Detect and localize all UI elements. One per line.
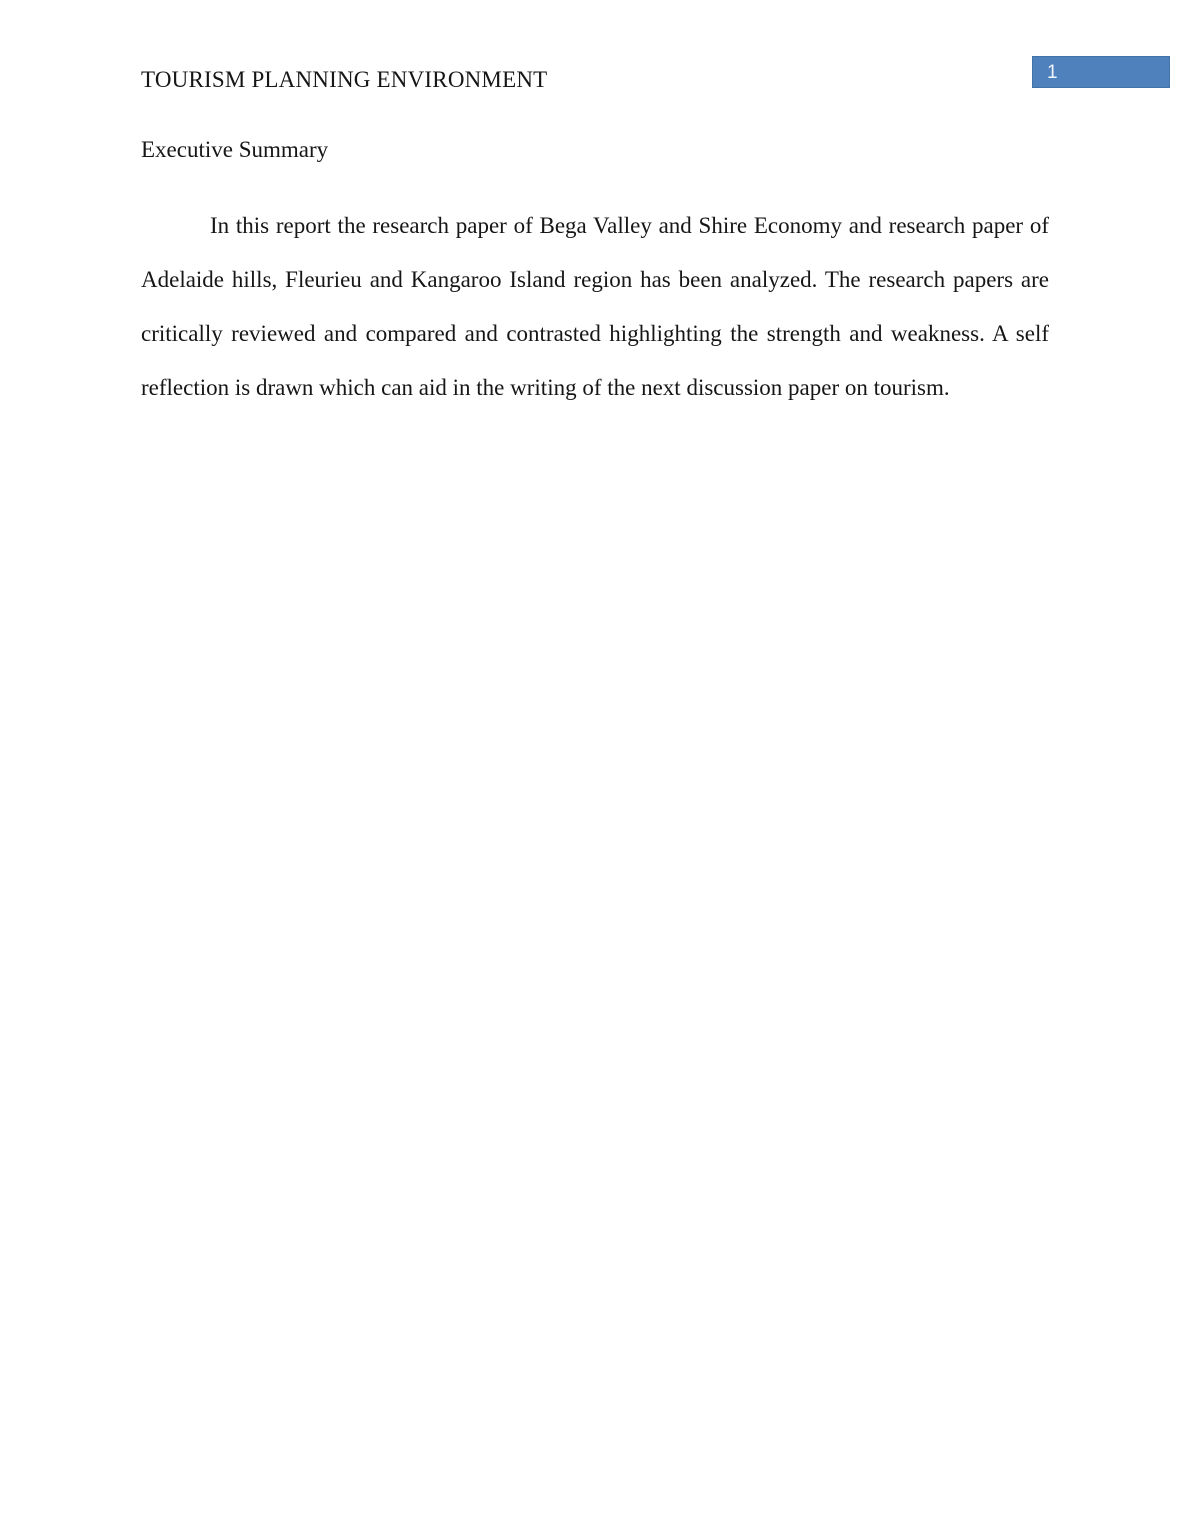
paragraph-line: critically reviewed and compared and contrasted highlighting the strength and weakness. A self	[141, 321, 1049, 346]
page-number: 1	[1047, 61, 1058, 83]
section-heading: Executive Summary	[141, 137, 329, 162]
header-title: TOURISM PLANNING ENVIRONMENT	[141, 67, 548, 92]
paragraph	[141, 199, 1049, 415]
page-number-badge	[1032, 56, 1170, 88]
paragraph-line: reflection is drawn which can aid in the writing of the next discussion paper on tourism.	[141, 375, 950, 400]
paragraph-line: In this report the research paper of Bega Valley and Shire Economy and research paper of	[210, 213, 1049, 238]
paragraph-line: Adelaide hills, Fleurieu and Kangaroo Island region has been analyzed. The research papers are	[141, 267, 1049, 292]
running-header	[0, 0, 1190, 110]
